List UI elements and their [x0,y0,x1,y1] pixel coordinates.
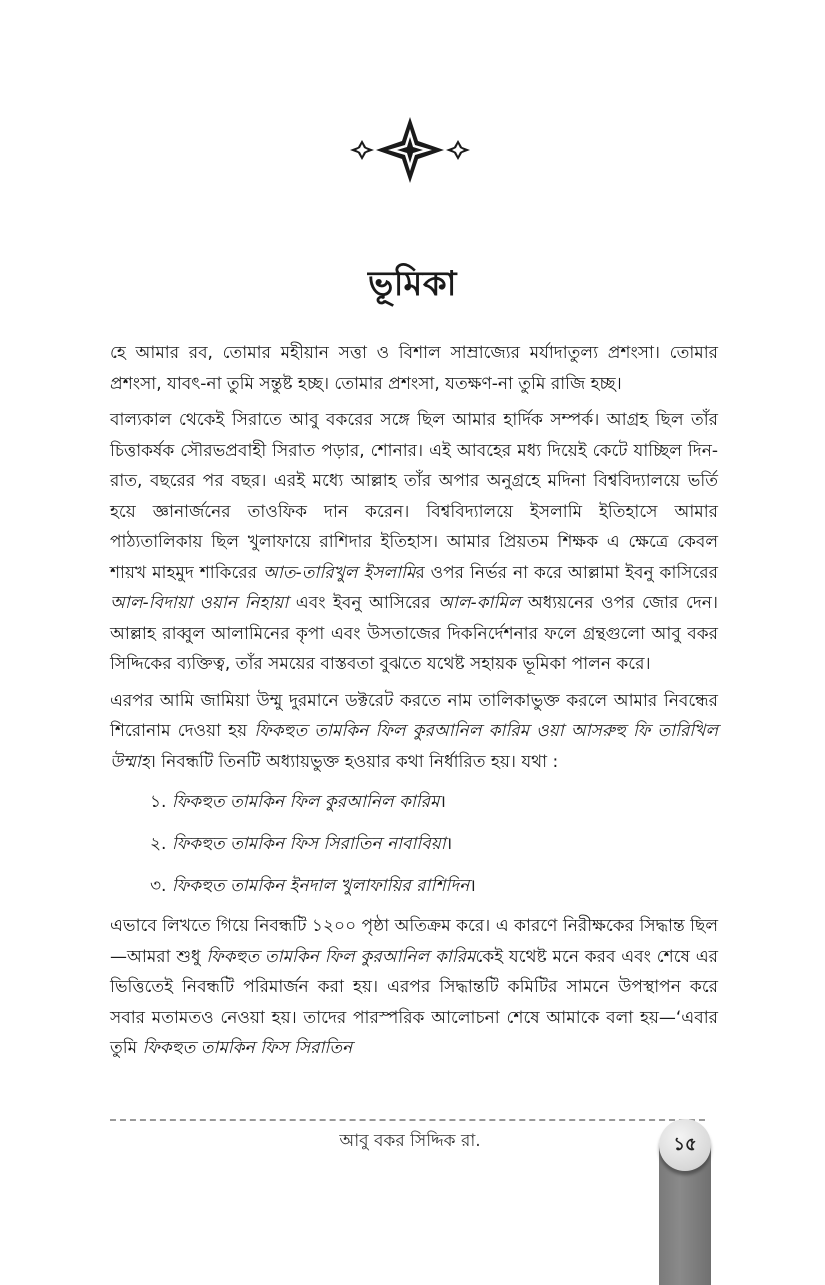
page-title: ভূমিকা [367,264,458,304]
star-ornament-icon [340,115,480,185]
list-item: ১. ফিকহুত তামকিন ফিল কুরআনিল কারিম। [150,792,446,812]
list-item: ৩. ফিকহুত তামকিন ইনদাল খুলাফায়ির রাশিদিন। [150,876,476,896]
body-text [110,338,718,1070]
paragraph-2: বাল্যকাল থেকেই সিরাতে আবু বকরের সঙ্গে ছিল আমার হার্দিক সম্পর্ক। আগ্রহ ছিল তাঁর চিত্তাকর্ষক সৌরভপ্রবাহী সিরাত পড়ার, শোনার। এই আবহের মধ্য দিয়েই কেটে যাচ্ছিল দিন-রাত, বছরের পর বছর। এরই মধ্যে আল্লাহ তাঁর অপার অনুগ্রহে মদিনা বিশ্ববিদ্যালয়ে ভর্তি হয়ে জ্ঞানার্জনের তাওফিক দান করেন। বিশ্ববিদ্যালয়ে ইসলামি ইতিহাসে আমার পাঠ্যতালিকায় ছিল খুলাফায়ে রাশিদার ইতিহাস। আমার প্রিয়তম শিক্ষক এ ক্ষেত্রে কেবল শায়খ মাহমুদ শাকিরের আত-তারিখুল ইসলামির ওপর নির্ভর না করে আল্লামা ইবনু কাসিরের আল-বিদায়া ওয়ান নিহায়া এবং ইবনু আসিরের আল-কামিল অধ্যয়নের ওপর জোর দেন। আল্লাহ রাব্বুল আলামিনের কৃপা এবং উসতাজের দিকনির্দেশনার ফলে গ্রন্থগুলো আবু বকর সিদ্দিকের ব্যক্তিত্ব, তাঁর সময়ের বাস্তবতা বুঝতে যথেষ্ট সহায়ক ভূমিকা পালন করে। [110,410,719,674]
footer-divider [110,1119,705,1121]
paragraph-1: হে আমার রব, তোমার মহীয়ান সত্তা ও বিশাল সাম্রাজ্যের মর্যাদাতুল্য প্রশংসা। তোমার প্রশংসা, যাবৎ-না তুমি সন্তুষ্ট হচ্ছ। তোমার প্রশংসা, যতক্ষণ-না তুমি রাজি হচ্ছ। [110,343,718,394]
paragraph-4: এভাবে লিখতে গিয়ে নিবন্ধটি ১২০০ পৃষ্ঠা অতিক্রম করে। এ কারণে নিরীক্ষকের সিদ্ধান্ত ছিল—আমরা শুধু ফিকহুত তামকিন ফিল কুরআনিল কারিমকেই যথেষ্ট মনে করব এবং শেষে এর ভিত্তিতেই নিবন্ধটি পরিমার্জন করা হয়। এরপর সিদ্ধান্তটি কমিটির সামনে উপস্থাপন করে সবার মতামতও নেওয়া হয়। তাদের পারস্পরিক আলোচনা শেষে আমাকে বলা হয়—‘এবার তুমি ফিকহুত তামকিন ফিস সিরাতিন [110,916,718,1058]
paragraph-3: এরপর আমি জামিয়া উম্মু দুরমানে ডক্টরেট করতে নাম তালিকাভুক্ত করলে আমার নিবন্ধের শিরোনাম দেওয়া হয় ফিকহুত তামকিন ফিল কুরআনিল কারিম ওয়া আসরুহু ফি তারিখিল উম্মাহ। নিবন্ধটি তিনটি অধ্যায়ভুক্ত হওয়ার কথা নির্ধারিত হয়। যথা : [110,690,719,772]
list-item: ২. ফিকহুত তামকিন ফিস সিরাতিন নাবাবিয়া। [150,834,453,854]
page-number: ১৫ [659,1119,711,1171]
running-title: আবু বকর সিদ্দিক রা. [339,1131,481,1151]
